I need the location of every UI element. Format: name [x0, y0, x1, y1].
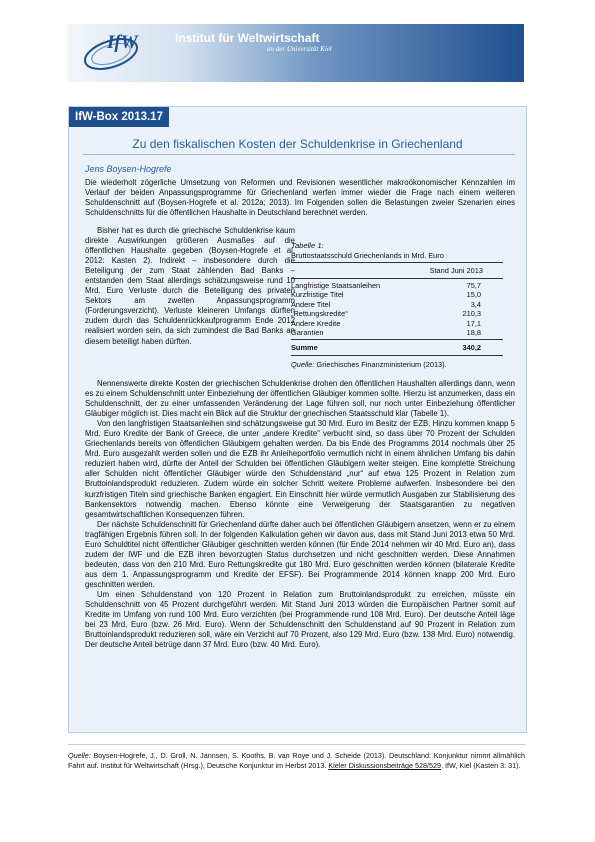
- title-divider: [83, 154, 515, 155]
- footnote-tail: . IfW, Kiel (Kasten 3: 31).: [441, 761, 521, 771]
- body-paragraph: Nennenswerte direkte Kosten der griechischen Schuldenkrise drohen den öffentlichen Haushalten allerdings dann, wenn es zu einem Schuldenschnitt unter Einbeziehung der öffentlichen Gläubiger kommen sollte. Hierzu ist anzumerken, dass ein Schuldenschnitt, der zu einer umfassenden Veränderung der Lage führen soll, nur noch unter Einbeziehung öffentlicher Gläubiger möglich ist. Dies macht ein Blick auf die Struktur der griechischen Staatsschuld klar (Tabelle 1).: [85, 379, 515, 419]
- institute-header-banner: [67, 24, 524, 82]
- body-text: [85, 379, 515, 650]
- sum-label: Summe: [291, 343, 318, 353]
- row-value: 210,3: [462, 309, 481, 319]
- row-label: „Rettungskredite“: [291, 309, 348, 319]
- table-rule-sum: [291, 339, 503, 340]
- row-label: Langfristige Staatsanleihen: [291, 281, 381, 290]
- sum-value: 340,2: [462, 343, 481, 353]
- row-label: Andere Kredite: [291, 318, 341, 328]
- row-value: 75,7: [466, 281, 481, 290]
- table-row: [291, 319, 503, 328]
- footnote-text: Boysen-Hogrefe, J., D. Groll, N. Jannsen, S. Kooths, B. van Roye und J. Scheide (2013). Deutschland: Konjunktur nimmt allmählich Fahrt auf. Institut für Weltwirtschaft (Hrsg.), Deutsche Konjunktur im Herbst 2013.: [68, 751, 525, 771]
- institute-name: Institut für Weltwirtschaft: [175, 31, 320, 45]
- intro-paragraph: Die wiederholt zögerliche Umsetzung von Reformen und Revisionen wesentlicher makroökonomischer Kennzahlen im Verlauf der beiden Anpassungsprogramme für Griechenland werfen immer wieder die Frage nach einem weiteren Schuldenschnitt auf (Boysen-Hogrefe et al. 2012a; 2013). Im Folgenden sollen die Belastungen zweier Szenarien eines Schuldenschnitts für die öffentlichen Haushalte in Deutschland berechnet werden.: [85, 178, 515, 218]
- table-column-header: Stand Juni 2013: [429, 266, 483, 275]
- source-footnote: [68, 744, 525, 771]
- author-name: Jens Boysen-Hogrefe: [85, 164, 172, 174]
- body-paragraph: Von den langfristigen Staatsanleihen sind schätzungsweise gut 30 Mrd. Euro im Besitz der EZB. Hinzu kommen knapp 5 Mrd. Euro Kredite der Bank of Greece, die unter „andere Kredite“ verbucht sind, so dass über 70 Prozent der Schulden Griechenlands bereits von öffentlichen Gläubigern gehalten werden. Da bis Ende des Programms 2014 nochmals über 25 Mrd. Euro ausgezahlt werden sollen und die EZB ihr Anleiheportfolio vermutlich nicht in einem ähnlichen Umfang bis dahin reduziert haben wird, dürfte der Anteil der Schulden bei öffentlichen Gläubigern weiter steigen. Eine komplette Streichung aller Schulden nicht öffentlicher Gläubiger würde den Schuldenstand „nur“ auf etwa 125 Prozent in Relation zum Bruttoinlandsprodukt reduzieren. Zudem würde ein solcher Schritt weitere Probleme aufwerfen. Insbesondere bei den kurzfristigen Titeln sind griechische Banken engagiert. Ein Einschnitt hier würde vermutlich Ausgaben zur Stabilisierung des Bankensektors notwendig machen. Ebenso könnte eine Verweigerung der Staatsgarantien zu negativen gesamtwirtschaftlichen Konsequenzen führen.: [85, 419, 515, 519]
- row-label: Andere Titel: [291, 299, 331, 309]
- box-title: Zu den fiskalischen Kosten der Schuldenkrise in Griechenland: [132, 137, 463, 151]
- table-row: [291, 290, 503, 299]
- table-row: [291, 309, 503, 318]
- body-paragraph: Der nächste Schuldenschnitt für Griechenland dürfte daher auch bei öffentlichen Gläubigern ansetzen, wenn er zu einem tragfähigen Ergebnis führen soll. In der folgenden Kalkulation gehen wir davon aus, dass mit Stand Juni 2013 etwa 50 Mrd. Euro Schuldtitel nicht öffentlicher Gläubiger geschnitten werden können (für Ende 2014 nehmen wir 40 Mrd. Euro an), dass zudem der IWF und die EZB ihren bevorzugten Status durchsetzen und nicht geschnitten werden. Diese Annahmen bedeuten, dass von den 210 Mrd. Euro Rettungskredite gut 180 Mrd. Euro geschnitten werden können (bilaterale Kredite aus dem 1. Anpassungsprogramm und Kredite der EFSF). Bei Programmende 2014 können knapp 200 Mrd. Euro geschnitten werden.: [85, 519, 515, 589]
- table-source: [291, 360, 503, 369]
- table-source-label: Quelle:: [291, 359, 315, 369]
- body-paragraph: Um einen Schuldenstand von 120 Prozent in Relation zum Bruttoinlandsprodukt zu erreichen, müsste ein Schuldenschnitt von 45 Prozent durchgeführt werden. Mit Stand Juni 2013 würden die Europäischen Partner somit auf Kredite im Umfang von rund 100 Mrd. Euro verzichten (bei Programmende rund 108 Mrd. Euro). Der deutsche Anteil läge bei 23 Mrd. Euro (bzw. 26 Mrd. Euro). Wenn der Schuldenschnitt den Schuldenstand auf 90 Prozent in Relation zum Bruttoinlandsprodukt reduzieren soll, wäre ein Verzicht auf 70 Prozent, also 129 Mrd. Euro (bzw. 138 Mrd. Euro) notwendig. Der deutsche Anteil betrüge dann 37 Mrd. Euro (bzw. 40 Mrd. Euro).: [85, 589, 515, 650]
- footnote-label: Quelle:: [68, 751, 91, 760]
- table-row: [291, 300, 503, 309]
- table-subtitle: Bruttostaatsschuld Griechenlands in Mrd. Euro: [291, 251, 444, 260]
- ifw-logo-mark: IfW: [107, 32, 138, 53]
- table-row: [291, 328, 503, 337]
- table-rule-top: [291, 262, 503, 263]
- institute-subtitle: an der Universität Kiel: [267, 45, 332, 53]
- row-value: 3,4: [470, 299, 481, 309]
- row-label: Garantien: [291, 327, 324, 337]
- row-value: 15,0: [466, 290, 481, 300]
- table-rule-header: [291, 278, 503, 279]
- debt-table: [291, 241, 503, 369]
- row-value: 17,1: [466, 318, 481, 328]
- table-caption: Tabelle 1:: [291, 241, 324, 250]
- footnote-link[interactable]: Kieler Diskussionsbeiträge 528/529: [328, 761, 441, 771]
- box-label: IfW-Box 2013.17: [69, 107, 169, 127]
- row-value: 18,8: [466, 327, 481, 337]
- table-row: [291, 281, 503, 290]
- left-column-paragraph: Bisher hat es durch die griechische Schuldenkrise kaum direkte Auswirkungen größeren Ausmaßes auf die öffentlichen Haushalte gegeben (Boysen-Hogrefe et al. 2012: Kasten 2). Indirekt – insbesondere durch die Beteiligung der zum Staat zählenden Bad Banks – entstanden dem Staat allerdings schätzungsweise rund 10 Mrd. Euro Verluste durch die Beteiligung des privaten Sektors am zweiten Anpassungsprogramm (Forderungsverzicht). Verluste kleineren Umfangs dürften zudem durch das Schuldenrückkaufprogramm Ende 2012 realisiert worden sein, da sich zumindest die Bad Banks an diesem beteiligt haben dürften.: [85, 226, 295, 346]
- table-source-text: Griechisches Finanzministerium (2013).: [316, 359, 447, 369]
- table-sum-row: [291, 343, 503, 352]
- ifw-box: [68, 106, 527, 733]
- table-rule-bottom: [291, 355, 503, 356]
- row-label: Kurzfristige Titel: [291, 290, 344, 300]
